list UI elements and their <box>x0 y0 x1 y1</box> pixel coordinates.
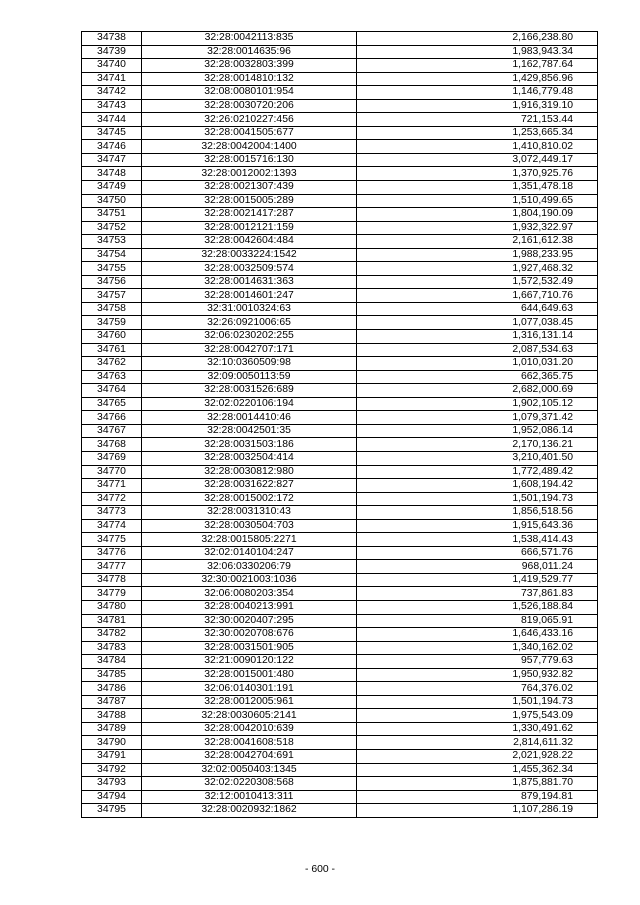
cadastral-number-cell: 32:28:0014810:132 <box>142 72 357 86</box>
amount-cell: 2,814,611.32 <box>357 736 598 750</box>
amount-cell: 1,804,190.09 <box>357 208 598 222</box>
table-row <box>82 153 598 167</box>
table-row <box>82 573 598 587</box>
amount-cell: 1,667,710.76 <box>357 289 598 303</box>
amount-cell: 1,916,319.10 <box>357 99 598 113</box>
row-id-cell: 34754 <box>82 248 142 262</box>
table-row <box>82 736 598 750</box>
table-row <box>82 86 598 100</box>
row-id-cell: 34746 <box>82 140 142 154</box>
amount-cell: 1,538,414.43 <box>357 533 598 547</box>
table-row <box>82 600 598 614</box>
amount-cell: 1,915,643.36 <box>357 519 598 533</box>
row-id-cell: 34747 <box>82 153 142 167</box>
row-id-cell: 34784 <box>82 655 142 669</box>
table-row <box>82 614 598 628</box>
amount-cell: 2,161,612.38 <box>357 235 598 249</box>
cadastral-number-cell: 32:28:0030720:206 <box>142 99 357 113</box>
table-row <box>82 777 598 791</box>
row-id-cell: 34762 <box>82 357 142 371</box>
table-row <box>82 302 598 316</box>
row-id-cell: 34742 <box>82 86 142 100</box>
table-body <box>82 32 598 818</box>
table-row <box>82 506 598 520</box>
amount-cell: 1,429,856.96 <box>357 72 598 86</box>
table-row <box>82 655 598 669</box>
table-row <box>82 668 598 682</box>
row-id-cell: 34787 <box>82 695 142 709</box>
amount-cell: 1,772,489.42 <box>357 465 598 479</box>
table-row <box>82 140 598 154</box>
table-row <box>82 438 598 452</box>
table-row <box>82 316 598 330</box>
table-row <box>82 32 598 46</box>
cadastral-number-cell: 32:28:0033224:1542 <box>142 248 357 262</box>
cadastral-number-cell: 32:28:0042501:35 <box>142 424 357 438</box>
row-id-cell: 34769 <box>82 451 142 465</box>
amount-cell: 1,875,881.70 <box>357 777 598 791</box>
row-id-cell: 34748 <box>82 167 142 181</box>
amount-cell: 1,526,188.84 <box>357 600 598 614</box>
amount-cell: 1,608,194.42 <box>357 479 598 493</box>
row-id-cell: 34791 <box>82 749 142 763</box>
cadastral-number-cell: 32:06:0140301:191 <box>142 682 357 696</box>
row-id-cell: 34751 <box>82 208 142 222</box>
cadastral-number-cell: 32:02:0140104:247 <box>142 546 357 560</box>
table-row <box>82 384 598 398</box>
cadastral-number-cell: 32:28:0014601:247 <box>142 289 357 303</box>
cadastral-number-cell: 32:30:0020708:676 <box>142 628 357 642</box>
amount-cell: 1,856,518.56 <box>357 506 598 520</box>
table-row <box>82 790 598 804</box>
table-row <box>82 492 598 506</box>
row-id-cell: 34740 <box>82 59 142 73</box>
amount-cell: 1,330,491.62 <box>357 722 598 736</box>
row-id-cell: 34773 <box>82 506 142 520</box>
row-id-cell: 34749 <box>82 181 142 195</box>
amount-cell: 1,501,194.73 <box>357 695 598 709</box>
cadastral-number-cell: 32:28:0014635:96 <box>142 45 357 59</box>
row-id-cell: 34786 <box>82 682 142 696</box>
cadastral-number-cell: 32:28:0020932:1862 <box>142 804 357 818</box>
amount-cell: 1,253,665.34 <box>357 126 598 140</box>
cadastral-number-cell: 32:26:0921006:65 <box>142 316 357 330</box>
cadastral-number-cell: 32:28:0015005:289 <box>142 194 357 208</box>
cadastral-number-cell: 32:31:0010324:63 <box>142 302 357 316</box>
amount-cell: 1,079,371.42 <box>357 411 598 425</box>
cadastral-number-cell: 32:02:0220308:568 <box>142 777 357 791</box>
table-row <box>82 709 598 723</box>
table-row <box>82 330 598 344</box>
amount-cell: 2,087,534.63 <box>357 343 598 357</box>
table-row <box>82 59 598 73</box>
table-row <box>82 451 598 465</box>
row-id-cell: 34738 <box>82 32 142 46</box>
cadastral-number-cell: 32:28:0021417:287 <box>142 208 357 222</box>
cadastral-number-cell: 32:06:0230202:255 <box>142 330 357 344</box>
cadastral-number-cell: 32:28:0032504:414 <box>142 451 357 465</box>
cadastral-number-cell: 32:08:0080101:954 <box>142 86 357 100</box>
row-id-cell: 34790 <box>82 736 142 750</box>
table-row <box>82 275 598 289</box>
row-id-cell: 34750 <box>82 194 142 208</box>
table-row <box>82 194 598 208</box>
table-row <box>82 235 598 249</box>
row-id-cell: 34789 <box>82 722 142 736</box>
amount-cell: 1,983,943.34 <box>357 45 598 59</box>
row-id-cell: 34776 <box>82 546 142 560</box>
table-row <box>82 181 598 195</box>
row-id-cell: 34758 <box>82 302 142 316</box>
amount-cell: 1,501,194.73 <box>357 492 598 506</box>
amount-cell: 1,340,162.02 <box>357 641 598 655</box>
table-row <box>82 763 598 777</box>
table-row <box>82 45 598 59</box>
row-id-cell: 34778 <box>82 573 142 587</box>
cadastral-number-cell: 32:02:0220106:194 <box>142 397 357 411</box>
table-row <box>82 370 598 384</box>
table-row <box>82 533 598 547</box>
cadastral-number-cell: 32:28:0030504:703 <box>142 519 357 533</box>
amount-cell: 1,010,031.20 <box>357 357 598 371</box>
row-id-cell: 34757 <box>82 289 142 303</box>
amount-cell: 1,952,086.14 <box>357 424 598 438</box>
table-row <box>82 749 598 763</box>
row-id-cell: 34756 <box>82 275 142 289</box>
cadastral-number-cell: 32:28:0042707:171 <box>142 343 357 357</box>
cadastral-number-cell: 32:28:0015716:130 <box>142 153 357 167</box>
amount-cell: 1,146,779.48 <box>357 86 598 100</box>
row-id-cell: 34777 <box>82 560 142 574</box>
cadastral-number-cell: 32:28:0031526:689 <box>142 384 357 398</box>
row-id-cell: 34794 <box>82 790 142 804</box>
amount-cell: 1,351,478.18 <box>357 181 598 195</box>
table-row <box>82 695 598 709</box>
row-id-cell: 34743 <box>82 99 142 113</box>
amount-cell: 3,210,401.50 <box>357 451 598 465</box>
amount-cell: 1,975,543.09 <box>357 709 598 723</box>
cadastral-number-cell: 32:30:0021003:1036 <box>142 573 357 587</box>
table-row <box>82 343 598 357</box>
cadastral-number-cell: 32:06:0330206:79 <box>142 560 357 574</box>
cadastral-number-cell: 32:28:0042604:484 <box>142 235 357 249</box>
amount-cell: 1,455,362.34 <box>357 763 598 777</box>
amount-cell: 662,365.75 <box>357 370 598 384</box>
table-row <box>82 465 598 479</box>
row-id-cell: 34768 <box>82 438 142 452</box>
row-id-cell: 34780 <box>82 600 142 614</box>
row-id-cell: 34739 <box>82 45 142 59</box>
cadastral-number-cell: 32:28:0015002:172 <box>142 492 357 506</box>
table-row <box>82 208 598 222</box>
amount-cell: 1,932,322.97 <box>357 221 598 235</box>
cadastral-number-cell: 32:28:0015001:480 <box>142 668 357 682</box>
amount-cell: 1,950,932.82 <box>357 668 598 682</box>
row-id-cell: 34765 <box>82 397 142 411</box>
row-id-cell: 34744 <box>82 113 142 127</box>
row-id-cell: 34783 <box>82 641 142 655</box>
amount-cell: 2,166,238.80 <box>357 32 598 46</box>
table-row <box>82 411 598 425</box>
table-row <box>82 167 598 181</box>
row-id-cell: 34761 <box>82 343 142 357</box>
cadastral-number-cell: 32:28:0032509:574 <box>142 262 357 276</box>
amount-cell: 666,571.76 <box>357 546 598 560</box>
table-row <box>82 479 598 493</box>
cadastral-number-cell: 32:28:0021307:439 <box>142 181 357 195</box>
amount-cell: 644,649.63 <box>357 302 598 316</box>
cadastral-number-cell: 32:28:0031501:905 <box>142 641 357 655</box>
amount-cell: 1,410,810.02 <box>357 140 598 154</box>
cadastral-number-cell: 32:28:0012121:159 <box>142 221 357 235</box>
cadastral-number-cell: 32:28:0042704:691 <box>142 749 357 763</box>
row-id-cell: 34795 <box>82 804 142 818</box>
cadastral-number-cell: 32:30:0020407:295 <box>142 614 357 628</box>
row-id-cell: 34779 <box>82 587 142 601</box>
amount-cell: 2,021,928.22 <box>357 749 598 763</box>
table-row <box>82 357 598 371</box>
row-id-cell: 34774 <box>82 519 142 533</box>
row-id-cell: 34741 <box>82 72 142 86</box>
cadastral-number-cell: 32:02:0050403:1345 <box>142 763 357 777</box>
row-id-cell: 34775 <box>82 533 142 547</box>
table-row <box>82 72 598 86</box>
cadastral-number-cell: 32:09:0050113:59 <box>142 370 357 384</box>
table-row <box>82 126 598 140</box>
amount-cell: 1,927,468.32 <box>357 262 598 276</box>
cadastral-number-cell: 32:28:0042004:1400 <box>142 140 357 154</box>
row-id-cell: 34788 <box>82 709 142 723</box>
cadastral-number-cell: 32:28:0041505:677 <box>142 126 357 140</box>
cadastral-number-cell: 32:10:0360509:98 <box>142 357 357 371</box>
cadastral-number-cell: 32:28:0042113:835 <box>142 32 357 46</box>
amount-cell: 968,011.24 <box>357 560 598 574</box>
amount-cell: 1,902,105.12 <box>357 397 598 411</box>
row-id-cell: 34771 <box>82 479 142 493</box>
row-id-cell: 34759 <box>82 316 142 330</box>
cadastral-number-cell: 32:28:0031503:186 <box>142 438 357 452</box>
cadastral-number-cell: 32:26:0210227:456 <box>142 113 357 127</box>
row-id-cell: 34785 <box>82 668 142 682</box>
row-id-cell: 34770 <box>82 465 142 479</box>
cadastral-number-cell: 32:28:0012002:1393 <box>142 167 357 181</box>
amount-cell: 3,072,449.17 <box>357 153 598 167</box>
table-row <box>82 248 598 262</box>
cadastral-number-cell: 32:28:0014410:46 <box>142 411 357 425</box>
row-id-cell: 34764 <box>82 384 142 398</box>
row-id-cell: 34753 <box>82 235 142 249</box>
cadastral-number-cell: 32:28:0014631:363 <box>142 275 357 289</box>
row-id-cell: 34781 <box>82 614 142 628</box>
table-row <box>82 113 598 127</box>
amount-cell: 879,194.81 <box>357 790 598 804</box>
row-id-cell: 34782 <box>82 628 142 642</box>
table-row <box>82 587 598 601</box>
row-id-cell: 34792 <box>82 763 142 777</box>
amount-cell: 764,376.02 <box>357 682 598 696</box>
cadastral-number-cell: 32:28:0031622:827 <box>142 479 357 493</box>
row-id-cell: 34766 <box>82 411 142 425</box>
table-row <box>82 628 598 642</box>
table-row <box>82 641 598 655</box>
cadastral-number-cell: 32:06:0080203:354 <box>142 587 357 601</box>
amount-cell: 819,065.91 <box>357 614 598 628</box>
amount-cell: 1,988,233.95 <box>357 248 598 262</box>
cadastral-number-cell: 32:28:0015805:2271 <box>142 533 357 547</box>
row-id-cell: 34767 <box>82 424 142 438</box>
amount-cell: 1,419,529.77 <box>357 573 598 587</box>
table-row <box>82 424 598 438</box>
row-id-cell: 34755 <box>82 262 142 276</box>
amount-cell: 2,682,000.69 <box>357 384 598 398</box>
amount-cell: 1,646,433.16 <box>357 628 598 642</box>
cadastral-number-cell: 32:28:0032803:399 <box>142 59 357 73</box>
cadastral-number-cell: 32:28:0030605:2141 <box>142 709 357 723</box>
table-row <box>82 519 598 533</box>
amount-cell: 1,162,787.64 <box>357 59 598 73</box>
table-row <box>82 682 598 696</box>
cadastral-number-cell: 32:28:0041608:518 <box>142 736 357 750</box>
amount-cell: 1,107,286.19 <box>357 804 598 818</box>
page-number: - 600 - <box>304 864 336 875</box>
amount-cell: 1,510,499.65 <box>357 194 598 208</box>
row-id-cell: 34745 <box>82 126 142 140</box>
amount-cell: 1,316,131.14 <box>357 330 598 344</box>
table-row <box>82 262 598 276</box>
amount-cell: 1,572,532.49 <box>357 275 598 289</box>
table-row <box>82 560 598 574</box>
amount-cell: 2,170,136.21 <box>357 438 598 452</box>
property-table <box>81 31 598 818</box>
amount-cell: 721,153.44 <box>357 113 598 127</box>
row-id-cell: 34760 <box>82 330 142 344</box>
row-id-cell: 34763 <box>82 370 142 384</box>
cadastral-number-cell: 32:28:0030812:980 <box>142 465 357 479</box>
cadastral-number-cell: 32:28:0040213:991 <box>142 600 357 614</box>
cadastral-number-cell: 32:12:0010413:311 <box>142 790 357 804</box>
table-row <box>82 722 598 736</box>
table-row <box>82 804 598 818</box>
table-row <box>82 221 598 235</box>
amount-cell: 737,861.83 <box>357 587 598 601</box>
amount-cell: 957,779.63 <box>357 655 598 669</box>
table-row <box>82 546 598 560</box>
table-row <box>82 289 598 303</box>
table-row <box>82 99 598 113</box>
cadastral-number-cell: 32:28:0042010:639 <box>142 722 357 736</box>
cadastral-number-cell: 32:28:0012005:961 <box>142 695 357 709</box>
row-id-cell: 34793 <box>82 777 142 791</box>
amount-cell: 1,077,038.45 <box>357 316 598 330</box>
row-id-cell: 34752 <box>82 221 142 235</box>
cadastral-number-cell: 32:21:0090120:122 <box>142 655 357 669</box>
amount-cell: 1,370,925.76 <box>357 167 598 181</box>
table-row <box>82 397 598 411</box>
row-id-cell: 34772 <box>82 492 142 506</box>
cadastral-number-cell: 32:28:0031310:43 <box>142 506 357 520</box>
